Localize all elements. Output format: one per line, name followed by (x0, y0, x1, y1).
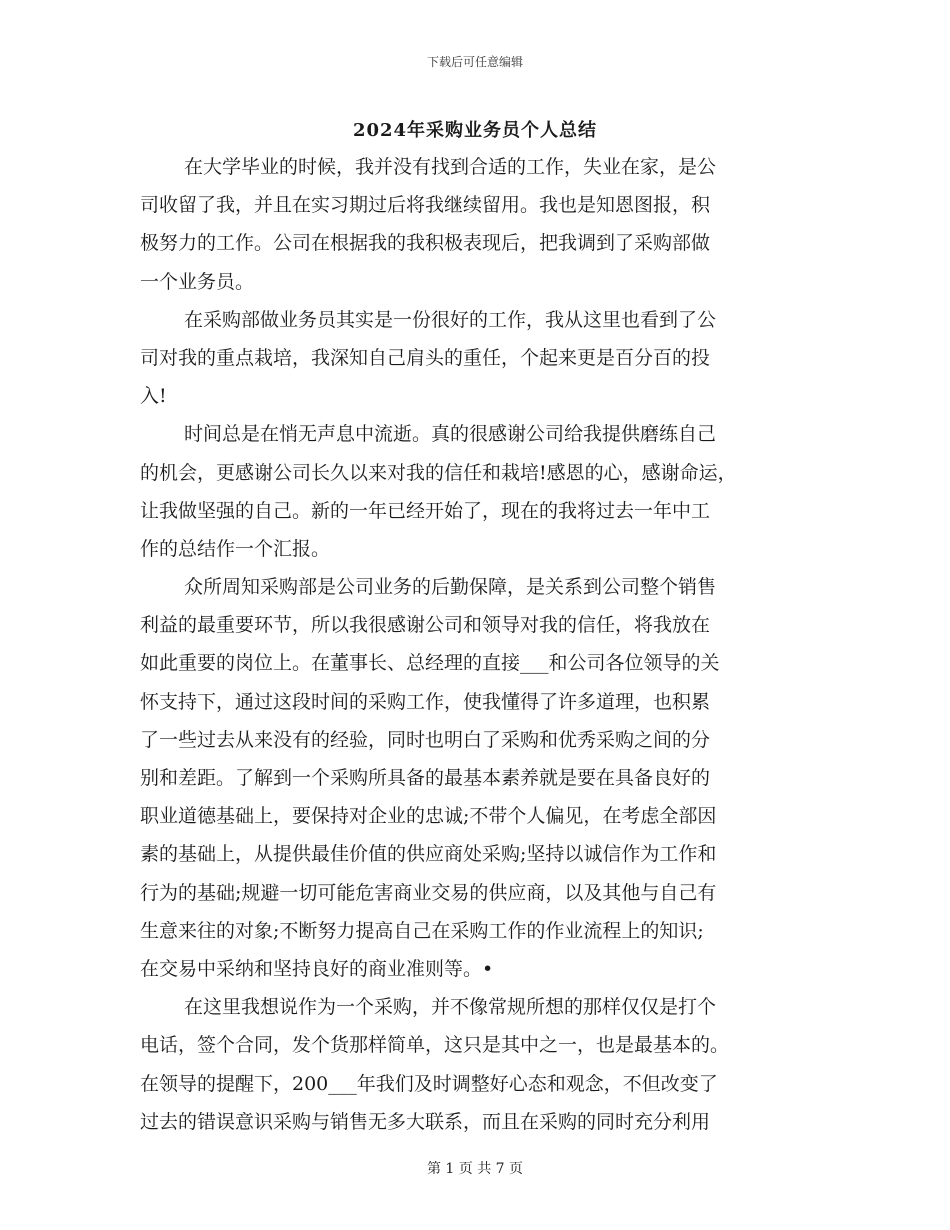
page-title: 2024年采购业务员个人总结 (352, 120, 598, 141)
text-line: 的机会，更感谢公司长久以来对我的信任和栽培!感恩的心，感谢命运， (140, 461, 737, 484)
text-line: 一个业务员。 (140, 270, 255, 293)
text-line: 在交易中采纳和坚持良好的商业准则等。• (140, 957, 494, 980)
page-footer: 第 1 页 共 7 页 (426, 1161, 524, 1177)
page-header: 下载后可任意编辑 (426, 55, 523, 69)
text-line: 过去的错误意识采购与销售无多大联系，而且在采购的同时充分利用 (140, 1110, 711, 1133)
text-line: 利益的最重要环节，所以我很感谢公司和领导对我的信任，将我放在 (140, 614, 711, 637)
text-line: 生意来往的对象;不断努力提高自己在采购工作的作业流程上的知识; (140, 919, 704, 942)
text-line: 职业道德基础上，要保持对企业的忠诚;不带个人偏见，在考虑全部因 (140, 805, 717, 828)
text-line: 极努力的工作。公司在根据我的我积极表现后，把我调到了采购部做 (140, 232, 711, 255)
text-line: 司对我的重点栽培，我深知自己肩头的重任，个起来更是百分百的投 (140, 346, 711, 369)
text-line: 别和差距。了解到一个采购所具备的最基本素养就是要在具备良好的 (140, 767, 711, 789)
text-line: 在这里我想说作为一个采购，并不像常规所想的那样仅仅是打个 (184, 996, 717, 1019)
text-line: 在领导的提醒下，200___年我们及时调整好心态和观念，不但改变了 (140, 1072, 718, 1095)
text-line: 电话，签个合同，发个货那样简单，这只是其中之一，也是最基本的。 (140, 1034, 730, 1057)
text-line: 作的总结作一个汇报。 (140, 537, 331, 560)
text-line: 如此重要的岗位上。在董事长、总经理的直接___和公司各位领导的关 (140, 652, 720, 675)
text-line: 让我做坚强的自己。新的一年已经开始了，现在的我将过去一年中工 (140, 499, 711, 522)
text-line: 了一些过去从来没有的经验，同时也明白了采购和优秀采购之间的分 (140, 728, 711, 751)
text-line: 时间总是在悄无声息中流逝。真的很感谢公司给我提供磨练自己 (184, 423, 717, 446)
text-line: 行为的基础;规避一切可能危害商业交易的供应商，以及其他与自己有 (140, 881, 717, 904)
document-body (140, 148, 810, 1141)
text-line: 素的基础上，从提供最佳价值的供应商处采购;坚持以诚信作为工作和 (140, 843, 717, 866)
text-line: 众所周知采购部是公司业务的后勤保障，是关系到公司整个销售 (184, 576, 717, 599)
text-line: 在采购部做业务员其实是一份很好的工作，我从这里也看到了公 (184, 308, 717, 331)
text-line: 在大学毕业的时候，我并没有找到合适的工作，失业在家，是公 (184, 156, 717, 178)
text-line: 入! (140, 385, 167, 408)
text-line: 司收留了我，并且在实习期过后将我继续留用。我也是知恩图报，积 (140, 194, 711, 217)
text-line: 怀支持下，通过这段时间的采购工作，使我懂得了许多道理，也积累 (140, 690, 711, 713)
